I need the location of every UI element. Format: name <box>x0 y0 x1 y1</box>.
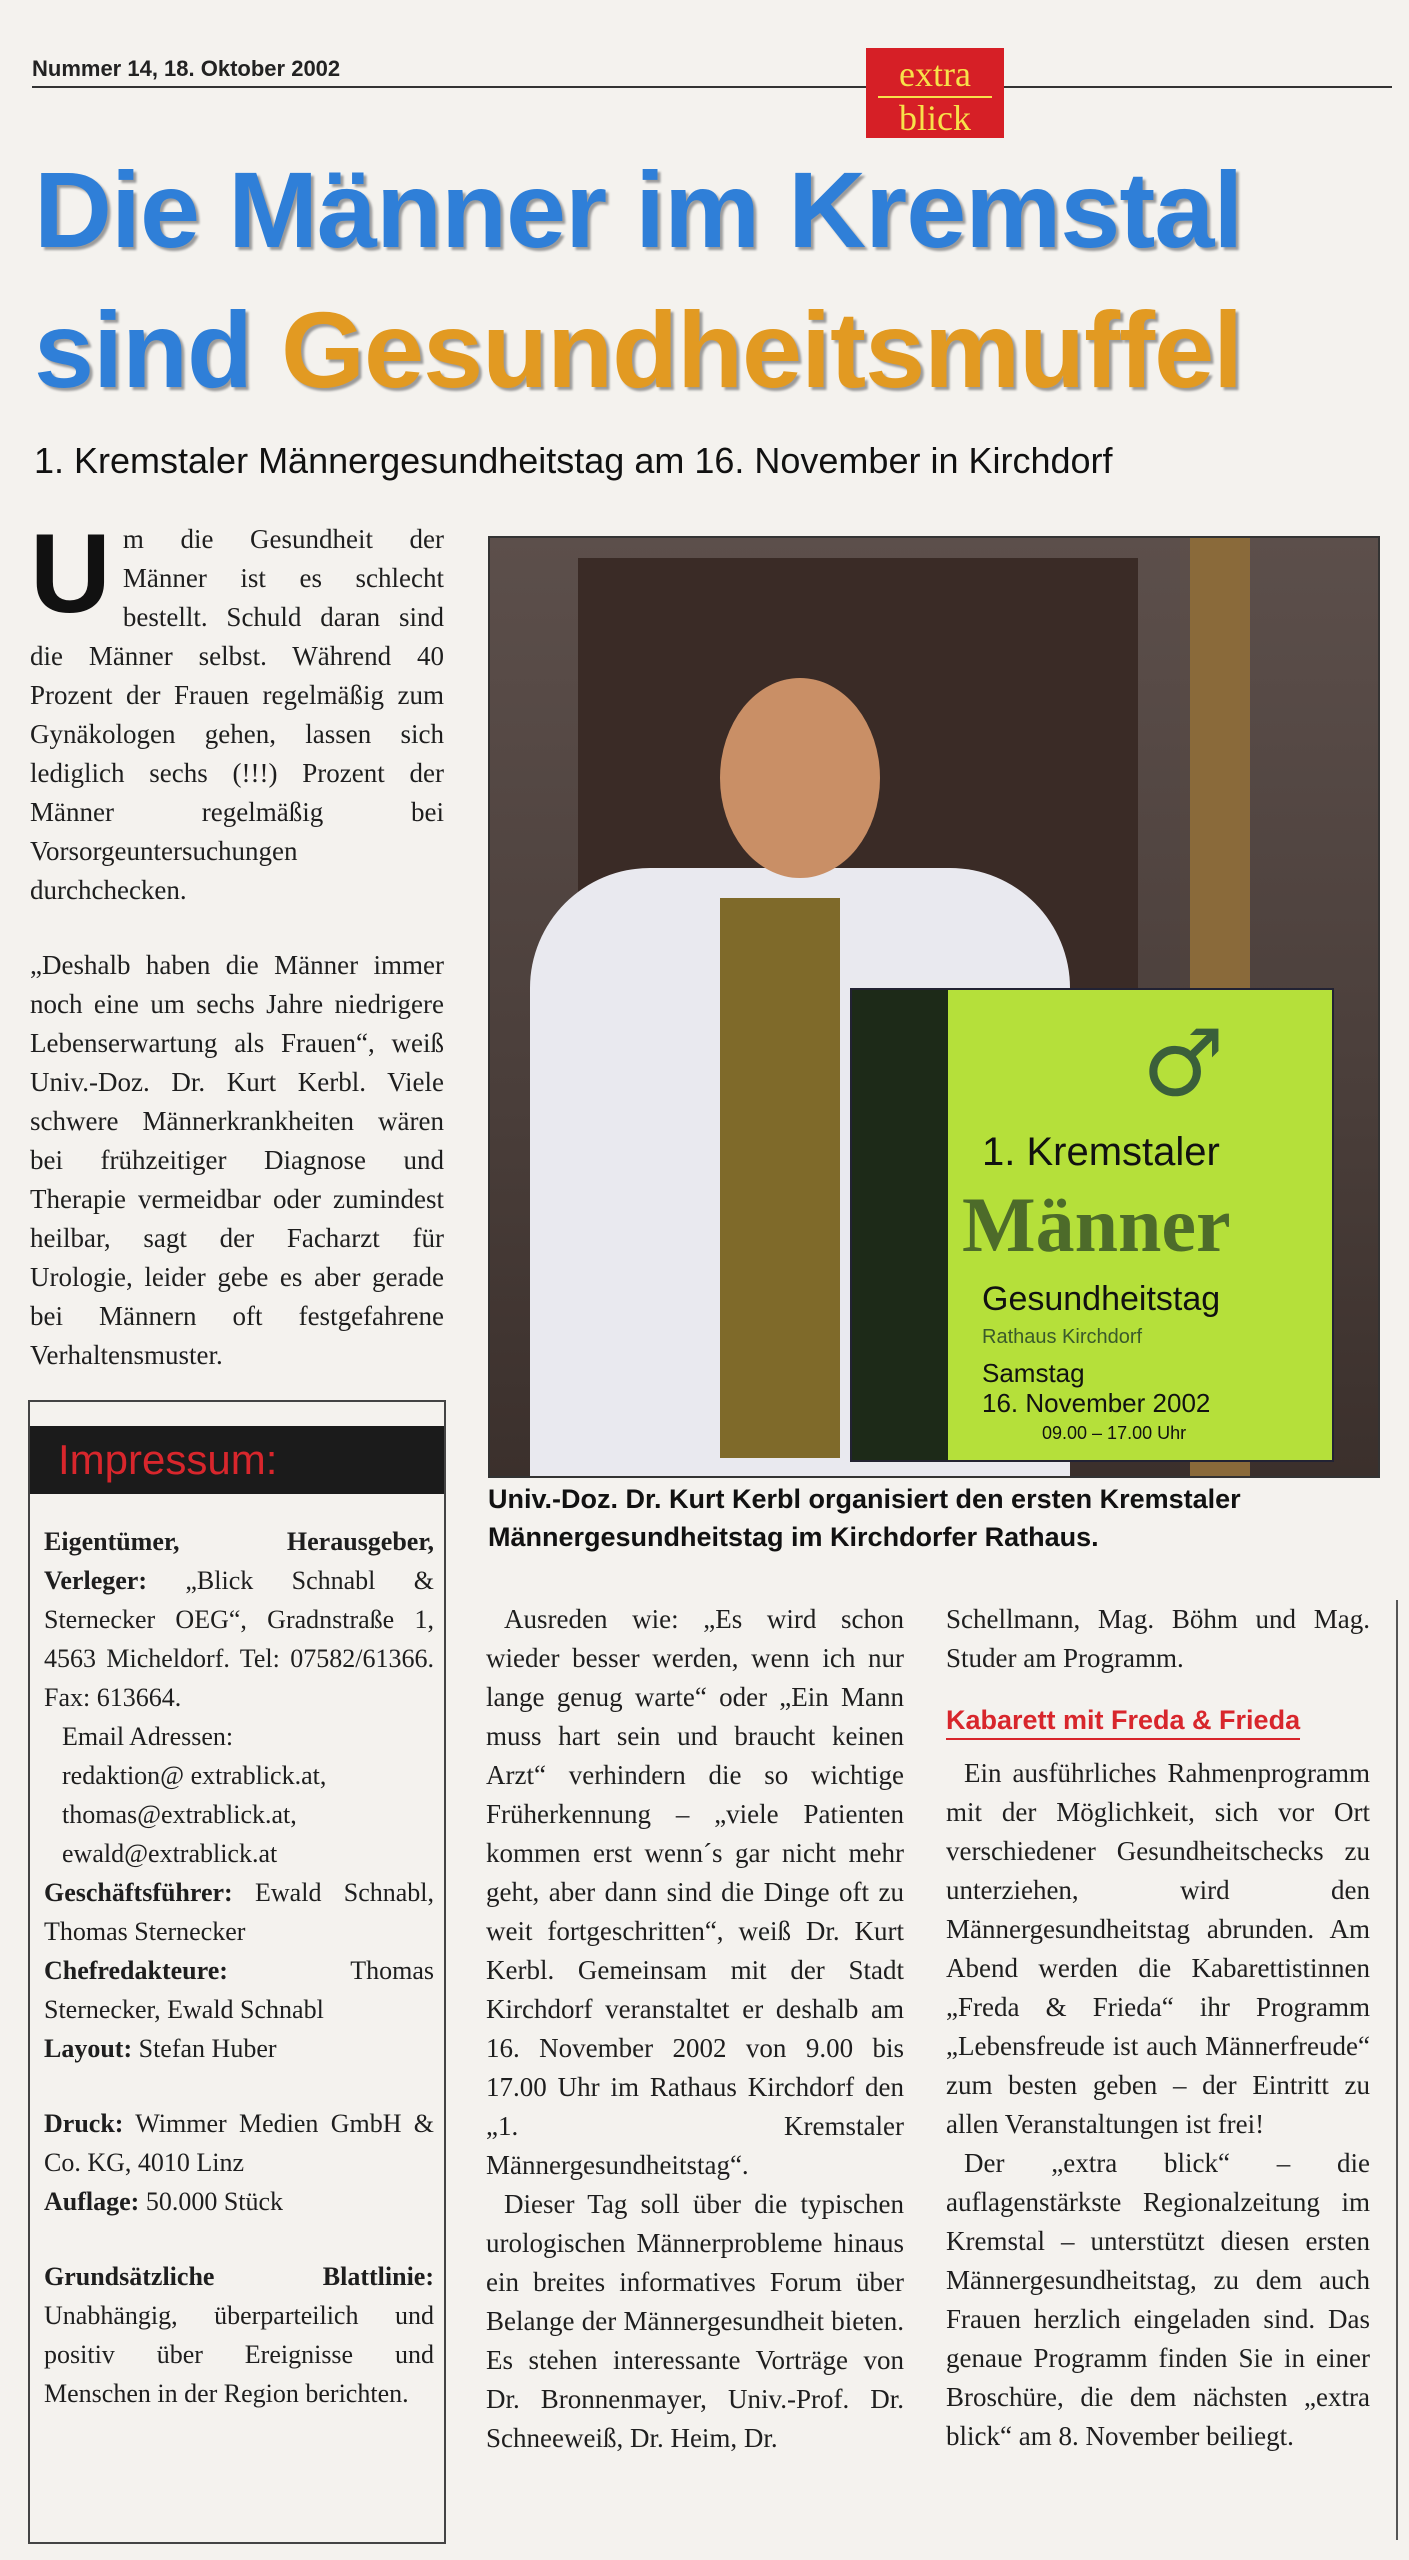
impressum-druck <box>44 2104 434 2182</box>
paragraph-5: Schellmann, Mag. Böhm und Mag. Studer am Programm. <box>946 1604 1370 1673</box>
photo-caption: Univ.-Doz. Dr. Kurt Kerbl organisiert den ersten Kremstaler Männergesundheitstag im Kirchdorfer Rathaus. <box>488 1484 1241 1552</box>
impressum-auflage <box>44 2182 434 2221</box>
headline-line-1: Die Männer im Kremstal <box>34 149 1243 270</box>
impressum-box <box>28 1400 446 2544</box>
poster-line-6: 16. November 2002 <box>982 1388 1211 1418</box>
headline-line-2 <box>34 290 1242 410</box>
photo-shirt <box>720 898 840 1458</box>
email-2: thomas@extrablick.at, <box>62 1800 297 1829</box>
headline-part-b: Gesundheitsmuffel <box>281 289 1243 410</box>
impressum-body <box>44 1522 434 2413</box>
poster-line-4: Rathaus Kirchdorf <box>982 1326 1143 1348</box>
paragraph-4: Dieser Tag soll über die typischen urologischen Männerprobleme hinaus ein breites informatives Forum über Belange der Männergesundheit bieten. Es stehen interessante Vorträge von Dr. Bronnenmayer, Univ.-Prof. Dr. Schneeweiß, Dr. Heim, Dr. <box>486 2189 904 2453</box>
impressum-blattlinie <box>44 2257 434 2413</box>
email-3: ewald@extrablick.at <box>62 1839 278 1868</box>
druck-value: Wimmer Medien GmbH & Co. KG, 4010 Linz <box>44 2109 434 2177</box>
event-poster <box>850 988 1334 1462</box>
poster-program-strip <box>852 990 948 1460</box>
gf-label: Geschäftsführer: <box>44 1878 233 1907</box>
logo-line-1: extra <box>899 54 971 94</box>
male-symbol-icon: ♂ <box>1142 1010 1225 1117</box>
cr-value: Thomas Sternecker, Ewald Schnabl <box>44 1956 434 2024</box>
auflage-label: Auflage: <box>44 2187 140 2216</box>
impressum-owner <box>44 1522 434 1717</box>
issue-line: Nummer 14, 18. Oktober 2002 <box>32 56 341 81</box>
cr-label: Chefredakteure: <box>44 1956 228 1985</box>
header-rule <box>32 86 1392 88</box>
owner-label: Eigentümer, Herausgeber, Verleger: <box>44 1527 434 1595</box>
druck-label: Druck: <box>44 2109 124 2138</box>
paragraph-1: m die Gesundheit der Männer ist es schlecht bestellt. Schuld daran sind die Männer selbst. Während 40 Prozent der Frauen regelmäßig zum Gynäkologen gehen, lassen sich lediglich sechs (!!!) Prozent der Männer regelmäßig bei Vorsorgeuntersuchungen durchchecken. <box>30 524 444 905</box>
poster-line-7: 09.00 – 17.00 Uhr <box>1042 1423 1187 1443</box>
article-column-2 <box>486 1600 904 2458</box>
impressum-gf <box>44 1873 434 1951</box>
extra-blick-logo <box>866 48 1004 138</box>
poster-line-1: 1. Kremstaler <box>982 1130 1220 1174</box>
email-1: redaktion@ extrablick.at, <box>62 1761 327 1790</box>
auflage-value: 50.000 Stück <box>145 2187 284 2216</box>
blatt-label: Grundsätzliche Blattlinie: <box>44 2262 434 2291</box>
article-column-1 <box>30 511 444 1411</box>
paragraph-3: Ausreden wie: „Es wird schon wieder besser werden, wenn ich nur lange genug warte“ oder „Ein Mann muss hart sein und braucht keinen Arzt“ verhindern die so wichtige Früherkennung – „viele Patienten kommen erst wenn´s gar nicht mehr geht, aber dann sind die Dinge oft zu weit fortgeschritten“, weiß Dr. Kurt Kerbl. Gemeinsam mit der Stadt Kirchdorf veranstaltet er deshalb am 16. November 2002 von 9.00 bis 17.00 Uhr im Rathaus Kirchdorf den „1. Kremstaler Männergesundheitstag“. <box>486 1604 904 2180</box>
gf-value: Ewald Schnabl, Thomas Sternecker <box>44 1878 435 1946</box>
spacer <box>44 2068 434 2104</box>
impressum-cr <box>44 1951 434 2029</box>
impressum-title: Impressum: <box>30 1426 444 1494</box>
kabarett-heading: Kabarett mit Freda & Frieda <box>946 1702 1300 1740</box>
drop-cap: U <box>30 511 111 636</box>
article-column-3 <box>946 1600 1370 2456</box>
blatt-value: Unabhängig, überparteilich und positiv über Ereignisse und Menschen in der Region berichten. <box>44 2301 434 2408</box>
subheadline: 1. Kremstaler Männergesundheitstag am 16. November in Kirchdorf <box>34 440 1113 481</box>
impressum-layout <box>44 2029 434 2068</box>
paragraph-6: Ein ausführliches Rahmenprogramm mit der Möglichkeit, sich vor Ort verschiedener Gesundheitschecks zu unterziehen, wird den Männergesundheitstag abrunden. Am Abend werden die Kabarettistinnen „Freda & Frieda“ ihr Programm „Lebensfreude ist auch Männerfreude“ zum besten geben – der Eintritt zu allen Veranstaltungen ist frei! <box>946 1758 1370 2139</box>
photo-head <box>720 678 880 878</box>
email-label: Email Adressen: <box>62 1722 234 1751</box>
poster-line-5: Samstag <box>982 1358 1085 1388</box>
article-photo <box>488 536 1380 1478</box>
paragraph-7: Der „extra blick“ – die auflagenstärkste Regionalzeitung im Kremstal – unterstützt diesen ersten Männergesundheitstag, zu dem auch Frauen herzlich eingeladen sind. Das genaue Programm finden Sie in einer Broschüre, die dem nächsten „extra blick“ am 8. November beiliegt. <box>946 2148 1370 2451</box>
spacer <box>44 2221 434 2257</box>
poster-date-block <box>982 1358 1210 1448</box>
poster-line-3: Gesundheitstag <box>982 1280 1221 1318</box>
layout-label: Layout: <box>44 2034 133 2063</box>
paragraph-2: „Deshalb haben die Männer immer noch eine um sechs Jahre niedrigere Lebenserwartung als Frauen“, weiß Univ.-Doz. Dr. Kurt Kerbl. Viele schwere Männerkrankheiten wären bei frühzeitiger Diagnose und Therapie vermeidbar oder zumindest heilbar, sagt der Facharzt für Urologie, leider gebe es aber gerade bei Männern oft festgefahrene Verhaltensmuster. <box>30 950 444 1370</box>
poster-line-2: Männer <box>962 1181 1231 1268</box>
owner-value: „Blick Schnabl & Sternecker OEG“, Gradnstraße 1, 4563 Micheldorf. Tel: 07582/61366. Fax: 613664. <box>44 1566 435 1712</box>
headline-part-a: sind <box>34 289 282 410</box>
layout-value: Stefan Huber <box>138 2034 277 2063</box>
column-rule <box>1396 1600 1398 2540</box>
logo-line-2: blick <box>878 96 992 138</box>
